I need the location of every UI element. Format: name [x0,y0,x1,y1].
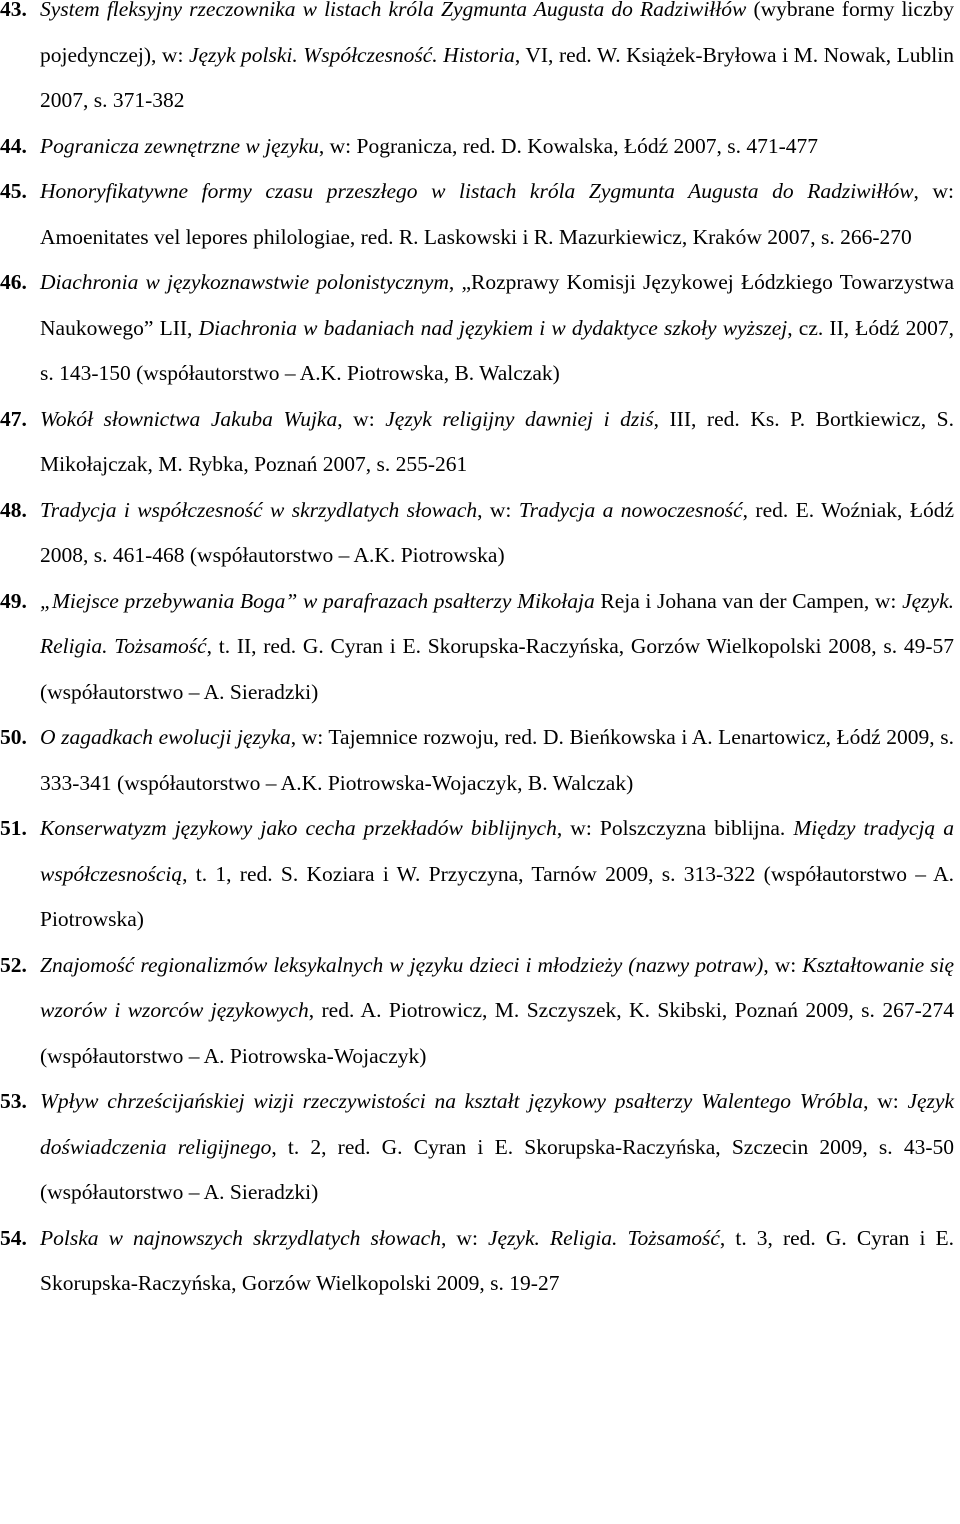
entry-text: , w: Tajemnice rozwoju, red. D. Bieńkowska i A. Lenartowicz, Łódź 2009, s. 333-341 (współautorstwo – A.K. Piotrowska-Wojaczyk, B. Walczak) [40,725,954,795]
bibliography-entry [0,0,960,124]
entry-number: 43. [0,0,27,21]
entry-text: , red. E. Woźniak, Łódź 2008, s. 461-468 (współautorstwo – A.K. Piotrowska) [40,497,954,567]
entry-number: 54. [0,1225,27,1250]
entry-title-italic: Język polski. Współczesność. Historia [188,42,515,67]
entry-title-italic: Kształtowanie się wzorów i wzorców językowych [40,952,955,1022]
entry-text: , t. 1, red. S. Koziara i W. Przyczyna, Tarnów 2009, s. 313-322 (współautorstwo – A. Piotrowska) [40,861,954,931]
entry-number: 52. [0,952,27,977]
bibliography-entry [0,488,960,579]
entry-text: , VI, red. W. Książek-Bryłowa i M. Nowak, Lublin 2007, s. 371-382 [40,42,954,112]
entry-title-italic: Diachronia w badaniach nad językiem i w dydaktyce szkoły wyższej [198,315,788,340]
entry-title-italic: „Miejsce przebywania Boga” w parafrazach psałterzy Mikołaja [40,588,595,613]
entry-text: , t. II, red. G. Cyran i E. Skorupska-Raczyńska, Gorzów Wielkopolski 2008, s. 49-57 (współautorstwo – A. Sieradzki) [40,634,954,704]
bibliography-entry [0,579,960,716]
entry-title-italic: Diachronia w językoznawstwie polonistycznym [40,270,449,294]
entry-title-italic: Pogranicza zewnętrzne w języku [40,133,319,158]
entry-title-italic: Polska w najnowszych skrzydlatych słowach [40,1225,441,1250]
entry-title-italic: Język. Religia. Tożsamość [40,588,954,658]
entry-title-italic: Język religijny dawniej i dziś [385,406,654,431]
entry-title-italic: Wpływ chrześcijańskiej wizji rzeczywistości na kształt językowy psałterzy Walentego Wróbla [40,1089,864,1113]
entry-text: , w: [863,1089,908,1113]
entry-text: , III, red. Ks. P. Bortkiewicz, S. Mikołajczak, M. Rybka, Poznań 2007, s. 255-261 [40,406,954,476]
entry-text: Reja i Johana van der Campen, w: [594,588,903,613]
entry-text: , w: [337,406,386,431]
entry-text: , t. 2, red. G. Cyran i E. Skorupska-Raczyńska, Szczecin 2009, s. 43-50 (współautorstwo – A. Sieradzki) [40,1134,955,1204]
entry-text: , w: [440,1225,488,1250]
entry-number: 47. [0,406,27,431]
bibliography-entry [0,260,960,397]
entry-text: , w: Pogranicza, red. D. Kowalska, Łódź 2007, s. 471-477 [318,133,819,158]
entry-title-italic: Wokół słownictwa Jakuba Wujka [40,406,338,431]
bibliography-entry [0,806,960,943]
bibliography-entry [0,943,960,1080]
entry-number: 46. [0,270,27,294]
entry-text: , t. 3, red. G. Cyran i E. Skorupska-Raczyńska, Gorzów Wielkopolski 2009, s. 19-27 [40,1225,955,1295]
entry-title-italic: O zagadkach ewolucji języka [40,725,291,749]
entry-number: 49. [0,588,27,613]
entry-text: , „Rozprawy Komisji Językowej Łódzkiego Towarzystwa Naukowego” LII, [40,270,954,340]
entry-text: , red. A. Piotrowicz, M. Szczyszek, K. Skibski, Poznań 2009, s. 267-274 (współautorstwo – A. Piotrowska-Wojaczyk) [40,998,954,1068]
entry-title-italic: Honoryfikatywne formy czasu przeszłego w listach króla Zygmunta Augusta do Radziwiłłów [40,179,914,203]
entry-title-italic: Tradycja a nowoczesność [518,497,743,522]
entry-text: , w: Amoenitates vel lepores philologiae, red. R. Laskowski i R. Mazurkiewicz, Kraków 2007, s. 266-270 [40,179,954,249]
entry-number: 44. [0,133,27,158]
entry-number: 50. [0,725,27,749]
entry-title-italic: Znajomość regionalizmów leksykalnych w języku dzieci i młodzieży (nazwy potraw) [40,952,764,977]
bibliography-entry [0,715,960,806]
entry-title-italic: System fleksyjny rzeczownika w listach króla Zygmunta Augusta do Radziwiłłów [40,0,747,21]
bibliography-entry [0,1079,960,1216]
entry-text: , w: Polszczyzna biblijna. [556,816,794,840]
bibliography-entry [0,1216,960,1307]
entry-number: 51. [0,816,27,840]
entry-title-italic: Konserwatyzm językowy jako cecha przekładów biblijnych [40,816,557,840]
entry-text: , cz. II, Łódź 2007, s. 143-150 (współautorstwo – A.K. Piotrowska, B. Walczak) [40,315,955,385]
entry-title-italic: Język. Religia. Tożsamość [487,1225,720,1250]
entry-text: , w: [477,497,519,522]
entry-number: 48. [0,497,27,522]
entry-title-italic: Między tradycją a współczesnością [40,816,954,886]
entry-text: , w: [763,952,803,977]
entry-text: (wybrane formy liczby pojedynczej), w: [40,0,954,67]
entry-title-italic: Tradycja i współczesność w skrzydlatych słowach [40,497,478,522]
bibliography-entry [0,169,960,260]
entry-number: 53. [0,1089,27,1113]
entry-title-italic: Język doświadczenia religijnego [40,1089,955,1159]
entry-number: 45. [0,179,27,203]
bibliography-entry [0,124,960,170]
bibliography-entry [0,397,960,488]
